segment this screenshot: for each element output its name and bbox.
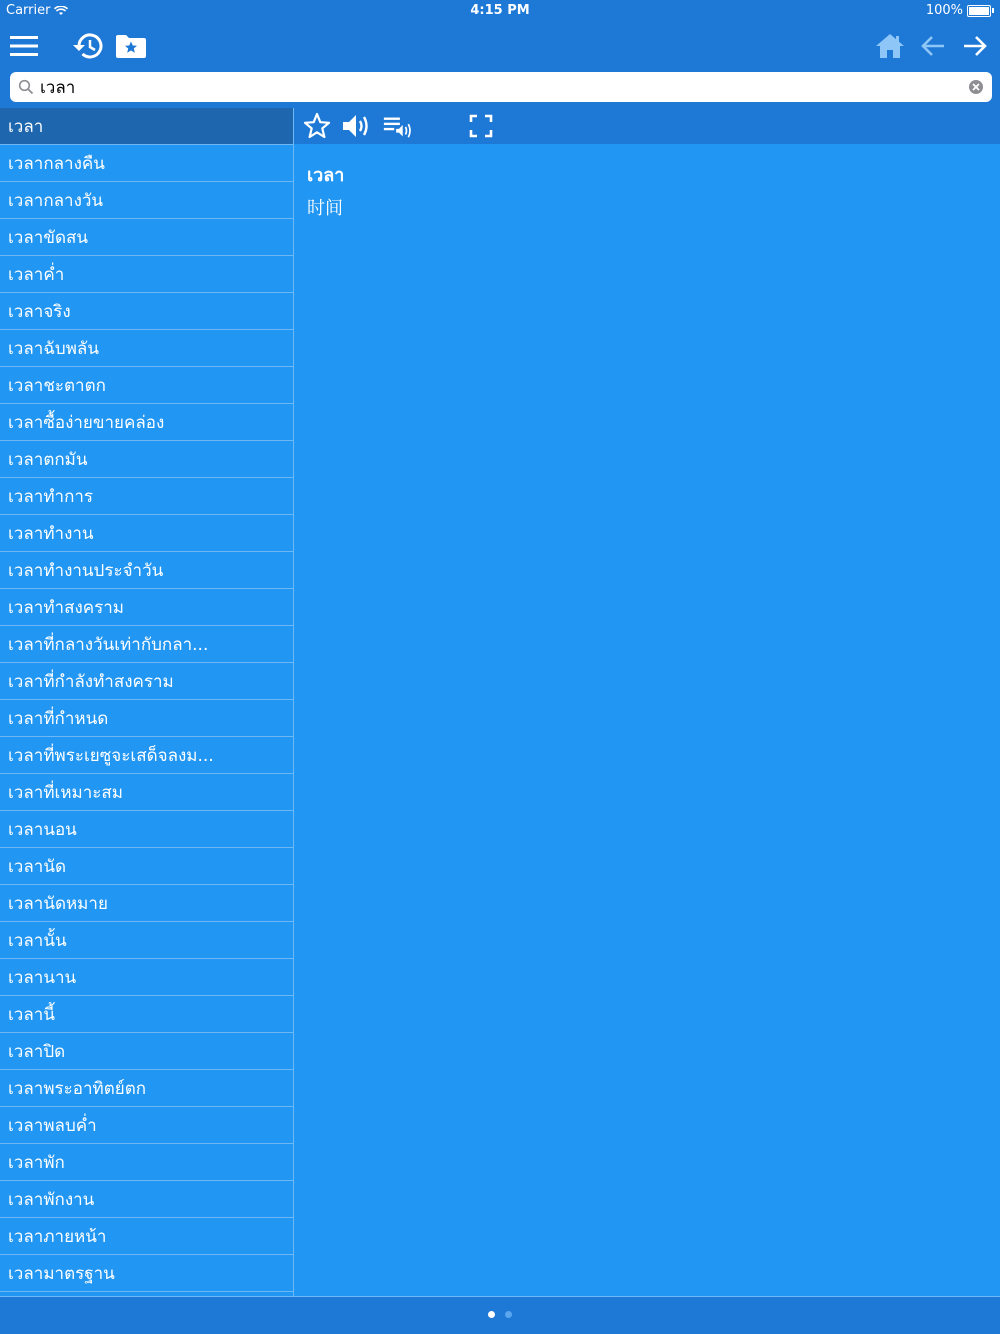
list-item[interactable]: เวลาทำงานประจำวัน — [0, 552, 293, 589]
list-item[interactable]: เวลาพักงาน — [0, 1181, 293, 1218]
carrier-label: Carrier — [6, 3, 51, 18]
favorites-folder-icon — [115, 33, 147, 59]
list-item[interactable]: เวลาภายหน้า — [0, 1218, 293, 1255]
bottom-bar — [0, 1296, 1000, 1334]
favorite-button[interactable] — [301, 110, 333, 142]
word-list[interactable] — [0, 108, 294, 1296]
search-bar — [0, 70, 1000, 108]
translation: 时间 — [307, 198, 343, 219]
definition-panel — [294, 144, 1000, 1296]
list-item[interactable]: เวลา — [0, 108, 293, 145]
back-button[interactable] — [913, 26, 953, 66]
headword: เวลา — [307, 165, 345, 186]
clear-search-icon[interactable] — [968, 79, 984, 95]
list-item[interactable]: เวลาปิด — [0, 1033, 293, 1070]
star-icon — [303, 112, 331, 140]
list-item[interactable]: เวลาฉับพลัน — [0, 330, 293, 367]
fullscreen-button[interactable] — [465, 110, 497, 142]
list-item[interactable]: เวลาค่ำ — [0, 256, 293, 293]
list-item[interactable]: เวลาพระอาทิตย์ตก — [0, 1070, 293, 1107]
favorites-button[interactable] — [111, 26, 151, 66]
speak-list-button[interactable] — [382, 110, 414, 142]
list-item[interactable]: เวลาชะตาตก — [0, 367, 293, 404]
list-item[interactable]: เวลามาตรฐาน — [0, 1255, 293, 1292]
detail-toolbar — [294, 108, 1000, 144]
speaker-icon — [341, 112, 371, 140]
status-bar — [0, 0, 1000, 22]
search-input[interactable] — [38, 76, 962, 98]
playlist-speaker-icon — [382, 112, 414, 140]
list-item[interactable]: เวลาที่กำหนด — [0, 700, 293, 737]
list-item[interactable]: เวลาทำการ — [0, 478, 293, 515]
battery-label: 100% — [925, 3, 963, 18]
page-dot[interactable] — [505, 1311, 512, 1318]
search-field — [10, 72, 992, 102]
forward-button[interactable] — [955, 26, 995, 66]
list-item[interactable]: เวลานาน — [0, 959, 293, 996]
page-dot[interactable] — [488, 1311, 495, 1318]
speak-button[interactable] — [340, 110, 372, 142]
status-time: 4:15 PM — [470, 3, 530, 18]
list-item[interactable]: เวลาพลบค่ำ — [0, 1107, 293, 1144]
list-item[interactable]: เวลากลางวัน — [0, 182, 293, 219]
list-item[interactable]: เวลานี้ — [0, 996, 293, 1033]
home-icon — [875, 33, 905, 59]
list-item[interactable]: เวลานั้น — [0, 922, 293, 959]
navigation-bar — [0, 22, 1000, 70]
battery-indicator — [926, 3, 994, 18]
list-item[interactable]: เวลานอน — [0, 811, 293, 848]
list-item[interactable]: เวลาที่กลางวันเท่ากับกลา... — [0, 626, 293, 663]
list-item[interactable]: เวลาจริง — [0, 293, 293, 330]
search-icon — [18, 79, 34, 95]
list-item[interactable]: เวลาทำสงคราม — [0, 589, 293, 626]
list-item[interactable]: เวลานัดหมาย — [0, 885, 293, 922]
list-item[interactable]: เวลาทำงาน — [0, 515, 293, 552]
home-button[interactable] — [870, 26, 910, 66]
battery-icon — [967, 5, 991, 17]
page-indicator[interactable] — [0, 1311, 1000, 1318]
menu-icon — [10, 35, 38, 57]
list-item[interactable]: เวลากลางคืน — [0, 145, 293, 182]
list-item[interactable]: เวลาที่เหมาะสม — [0, 774, 293, 811]
list-item[interactable]: เวลาพัก — [0, 1144, 293, 1181]
list-item[interactable]: เวลาซื้อง่ายขายคล่อง — [0, 404, 293, 441]
history-icon — [72, 32, 104, 60]
list-item[interactable]: เวลาขัดสน — [0, 219, 293, 256]
forward-arrow-icon — [962, 35, 988, 57]
menu-button[interactable] — [4, 26, 44, 66]
list-item[interactable]: เวลาตกมัน — [0, 441, 293, 478]
list-item[interactable]: เวลานัด — [0, 848, 293, 885]
list-item[interactable]: เวลาที่พระเยซูจะเสด็จลงม... — [0, 737, 293, 774]
fullscreen-icon — [469, 114, 493, 138]
back-arrow-icon — [920, 35, 946, 57]
list-item[interactable]: เวลาที่กำลังทำสงคราม — [0, 663, 293, 700]
history-button[interactable] — [68, 26, 108, 66]
